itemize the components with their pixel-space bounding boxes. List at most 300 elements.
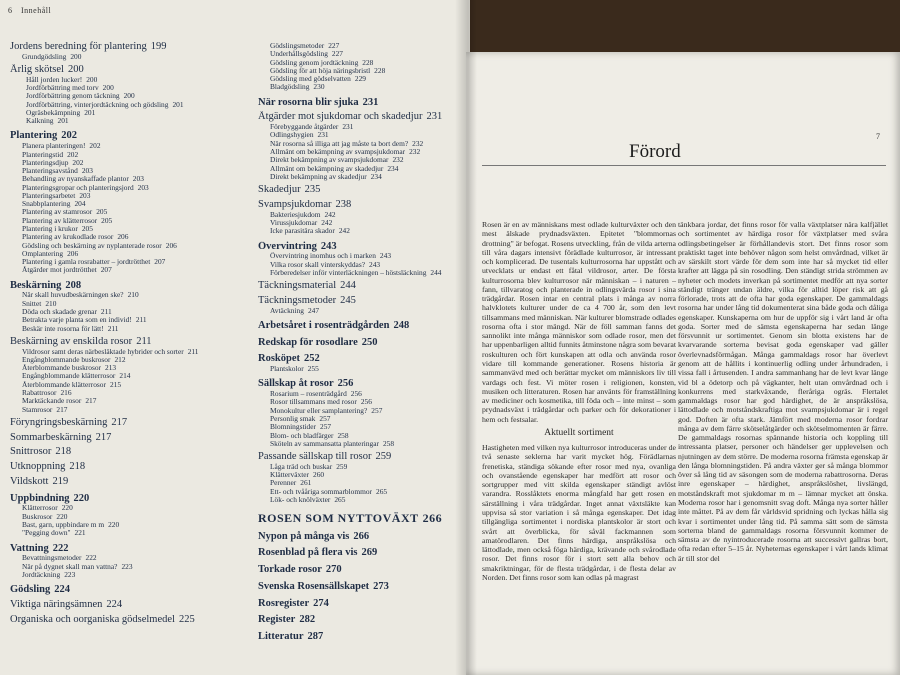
right-page-number: 7 [876,132,880,141]
toc-entry [10,225,260,233]
toc-entry-page: 235 [304,184,321,196]
toc-entry [10,130,260,142]
toc-entry [10,381,260,389]
toc-entry-page: 265 [376,487,388,496]
toc-entry-page: 270 [325,564,342,576]
toc-entry-page: 205 [101,216,113,225]
toc-entry [10,521,260,529]
toc-entry [258,211,463,219]
toc-entry-page: 203 [132,175,144,184]
toc-entry-title: Plantering av krukodlade rosor [22,233,114,242]
toc-entry-page: 228 [362,58,374,67]
toc-entry-title: Snabbplantering [22,200,71,209]
toc-entry [10,476,260,488]
toc-entry-page: 287 [307,631,324,643]
toc-entry-title: Icke parasitära skador [270,227,335,236]
toc-entry-title: Plantskolor [270,365,304,374]
toc-entry-page: 219 [52,475,69,487]
toc-entry-page: 202 [67,150,79,159]
toc-entry [10,250,260,258]
toc-entry-title: Buskrosor [22,512,53,521]
toc-column-1 [10,38,260,625]
toc-entry-page: 255 [307,365,319,374]
toc-entry-page: 257 [320,423,332,432]
toc-entry [258,156,463,164]
toc-entry-page: 215 [109,380,122,389]
toc-entry-page: 256 [337,378,354,390]
toc-entry [10,554,260,562]
toc-entry-page: 243 [369,260,381,269]
toc-entry [10,529,260,537]
foreword-paragraph-3: tänkbara jordar, det finns rosor för valla växtplatser nära kalfjället och sortimentet av härdiga rosor för växtplatser med svåra odlingsbetingelser är förhållandevis stort. Det finns rosor som praktiskt taget inte behöver någon som helst omvårdnad, vilket är av särskilt stort värde för dem som inte har så mycket tid eller krafter att lägga på sin rosodling. Den ständigt strida strömmen av nyheter och modets inverkan på sortimentet medför att nya sorter ständigt tränger undan äldre, vilka för alltid löper risk att gå förlorade, trots att de ofta har goda egenskaper. De gammaldags rosorna har under lång tid dokumenterat sina både goda och dåliga egenskaper. Kunskaperna om hur de uppför sig i vårt land är ofta goda. Sorter med de sämsta egenskaperna har sedan länge försvunnit ur sortimentet. Genom sin blotta existens har de kvarvarande sorterna bevisat goda egenskaper vad gäller överlevnadsförmågan. Många gammaldags rosor har överlevt genom att de hållits i kontinuerlig odling under århundraden, i vissa fall i årtusenden. I andra sammanhang har de levt kvar länge vid bl a ödetorp och på vägkanter, helt utan omvårdnad och i konkurrens med starkväxande, fleråriga ogräs. Flertalet gammaldags rosor har god härdighet, de är anspråkslösa, lättodlade och motståndskraftiga mot svampsjukdomar är i regel god. Doften är ofta stark. Jämfört med moderna rosor fordrar många av dem färre skötselåtgärder och skötselmomenten är färre. De gammaldags rosornas spännande historia och koppling till intressanta platser, personer och händelser ger upplevelsen och njutningen av dem större. De moderna rosorna främsta egenskap är den långa blomningstiden. På andra växter ger så många blommor över så lång tid av säsongen som de moderna rabattrosorna. Deras inre egenskaper – härdighet, anspråkslöshet, livslängd, motståndskraft mot sjukdomar m m – lämnar mycket att önska. Moderna rosor har i genomsnitt svag doft. Många nya sorter håller inte måttet. På av dem får världsvid spridning och lyckas hålla sig kvar i sortimentet under lång tid. På samma sätt som de sämsta sorterna bland de gammaldags rosorna försvunnit kommer de sämsta av de nyintroducerade rosorna att successivt gallras bort, ofta redan efter 5–15 år. Nyheternas egenskaper i vårt lands klimat är till stor del [678,220,888,563]
toc-entry [258,307,463,315]
toc-entry [258,173,463,181]
toc-entry-page: 200 [102,84,114,93]
toc-entry-page: 203 [81,167,93,176]
left-page-number: 6 [8,6,13,15]
toc-entry-title: Åtgärder mot sjukdomar och skadedjur [258,111,423,123]
toc-entry-page: 247 [307,306,320,315]
toc-entry-page: 206 [117,233,129,242]
toc-entry-page: 225 [178,613,195,625]
toc-entry-title: Kalkning [26,117,54,126]
toc-entry-page: 266 [422,512,443,526]
toc-entry [10,41,260,53]
toc-entry-page: 212 [114,355,126,364]
toc-entry [258,479,463,487]
toc-entry-title: Direkt bekämpning av svampsjukdomar [270,156,389,165]
toc-entry-page: 227 [331,50,343,59]
toc-entry-page: 231 [317,131,329,140]
toc-entry-page: 206 [165,241,177,250]
toc-entry-title: Återblommande klätterrosor [22,380,106,389]
toc-entry [10,151,260,159]
toc-entry [258,199,463,211]
toc-entry-page: 259 [336,462,348,471]
toc-entry [10,461,260,473]
toc-entry-title: Sällskap åt rosor [258,378,334,390]
toc-entry-page: 230 [313,83,325,92]
toc-entry-title: Klätterväxter [270,471,309,480]
toc-entry-page: 244 [430,268,442,277]
toc-entry-title: Bevattningsmetoder [22,554,82,563]
toc-entry-title: Rosköpet [258,353,301,365]
toc-entry [10,336,260,348]
title-rule [482,165,886,166]
foreword-column-right [678,220,888,563]
toc-entry-title: Svenska Rosensällskapet [258,580,370,592]
toc-entry [258,261,463,269]
toc-entry [258,184,463,196]
toc-entry-title: Redskap för rosodlare [258,336,358,348]
toc-entry-title: Engångblommande klätterrosor [22,372,116,381]
toc-entry [258,471,463,479]
toc-entry [10,208,260,216]
toc-column-2 [258,42,463,643]
toc-entry-title: Plantering i gamla rosrabatter – jordtrötthet [22,258,151,267]
toc-entry-page: 257 [371,406,383,415]
toc-entry [258,280,463,292]
toc-entry [10,316,260,324]
toc-entry-title: Plantering [10,130,58,142]
toc-entry-page: 202 [61,130,77,142]
toc-entry-title: Bakteriesjukdom [270,210,321,219]
toc-entry-title: Rosenblad på flera vis [258,547,358,559]
toc-entry [258,440,463,448]
toc-entry-title: Vildskott [10,475,49,487]
toc-entry-page: 250 [361,336,378,348]
toc-entry-page: 207 [154,258,166,267]
toc-entry-title: Jordens beredning för plantering [10,41,147,52]
toc-entry [258,111,463,123]
toc-entry-page: 210 [127,291,139,300]
toc-entry [258,512,463,525]
toc-entry-page: 220 [73,492,90,504]
toc-entry-title: Behandling av nyanskaffade plantor [22,175,129,184]
toc-entry [258,75,463,83]
toc-entry-title: Beskärning av enskilda rosor [10,335,133,347]
toc-entry-title: Planteringsarbetet [22,191,76,200]
toc-entry [10,364,260,372]
toc-entry-title: Återblommande buskrosor [22,364,102,373]
toc-entry-title: Åtgärder mot jordtrötthet [22,266,97,275]
toc-entry-title: Blom- och bladfärger [270,431,334,440]
toc-entry-title: Föryngringsbeskärning [10,416,108,428]
toc-entry-title: Låga träd och buskar [270,462,333,471]
toc-entry-title: Jordförbättring med torv [26,84,99,93]
toc-entry [10,64,260,76]
toc-entry [258,547,463,559]
toc-entry-page: 220 [61,504,73,513]
toc-entry [258,614,463,626]
toc-entry-page: 258 [382,439,395,448]
toc-entry-page: 245 [340,294,356,306]
toc-entry-page: 202 [89,142,101,151]
toc-entry-title: Vildrosor samt deras närbesläktade hybrider och sorter [22,347,184,356]
toc-entry-page: 256 [360,398,372,407]
toc-entry-page: 282 [299,614,316,626]
toc-entry-title: Blomningstider [270,423,316,432]
toc-entry [258,531,463,543]
foreword-paragraph-1: Rosen är en av människans mest odlade kulturväxter och den mest älskade prydnadsväxten. Epitetet "blommornas drottning" är befogat. Rosens utveckling, från de vilda arterna till våra dagars intensivt förädlade kulturrosor, är intressant och komplicerad. De tusentals kulturrosorna har uppstått och utvecklats ur endast ett fåtal vildrosor, arter. De första kulturrosorna blev kulturrosor när människan – i naturen – fann, tillvaratog och planterade in odlingsvärda rosor i sina trädgårdar. Rosen intar en central plats i många av norra halvklotets kulturer under de ca 4 700 år, som den levt tillsammans med människan. När kulturer blomstrade odlades rosorna ofta i stor mängd. När de föll samman fanns det sannolikt inte många människor som odlade rosor, men det har uppenbarligen alltid funnits åtminstone några som bevarat roskulturen och fört kunskapen att odla och använda rosor vidare till kommande generationer. Rosens historia är sammanvävd med och berättar mycket om människors liv till vardags och fest. Vi möter rosen i religionen, konsten, musiken och litteraturen. Rosen har använts för framställning av mediciner och kosmetika, till föda och – inte minst – som prydnadsväxt i trädgårdar och parker och för dekorationer i hem och festsalar. [482,220,676,424]
toc-entry [10,417,260,429]
toc-entry-page: 224 [54,584,71,596]
toc-entry-page: 217 [56,405,68,414]
toc-entry-page: 238 [335,198,352,210]
toc-entry [258,631,463,643]
toc-entry-title: Omplantering [22,249,64,258]
toc-entry-page: 224 [106,598,123,610]
toc-entry-title: Döda och skadade grenar [22,308,97,317]
toc-entry-page: 204 [74,200,86,209]
toc-entry [10,233,260,241]
toc-entry-title: Monokultur eller samplantering? [270,406,368,415]
toc-entry-page: 269 [361,547,378,559]
toc-entry-title: När rosorna så illiga att jag måste ta bort dem? [270,139,409,148]
toc-entry [10,389,260,397]
toc-entry-page: 203 [79,191,91,200]
toc-entry-title: Organiska och oorganiska gödselmedel [10,613,175,625]
toc-entry-page: 252 [304,353,320,365]
toc-entry [258,59,463,67]
toc-entry-page: 214 [119,372,131,381]
toc-entry [258,365,463,373]
toc-entry-page: 220 [108,520,120,529]
toc-entry-page: 273 [373,580,389,592]
toc-entry-title: Plantering av klätterrosor [22,216,98,225]
toc-entry-title: Stamrosor [22,405,53,414]
toc-entry-page: 257 [319,415,331,423]
left-running-head [8,6,51,15]
toc-entry [258,67,463,75]
toc-entry [10,200,260,208]
toc-entry [10,184,260,192]
toc-entry-title: Planteringsavstånd [22,167,78,176]
toc-entry-title: Perenner [270,479,297,488]
toc-entry-title: Bladgödsling [270,83,310,92]
toc-entry [258,241,463,253]
toc-entry-title: Årlig skötsel [10,64,64,76]
toc-entry-title: Lök- och knölväxter [270,496,331,504]
toc-entry-page: 242 [338,227,350,236]
toc-entry-title: Sommarbeskärning [10,431,92,443]
toc-entry-page: 200 [123,92,135,101]
toc-entry-page: 260 [313,471,325,480]
toc-entry-page: 201 [57,117,69,126]
toc-entry-page: 234 [387,164,399,173]
toc-entry-title: Gödsling genom jordtäckning [270,58,359,67]
toc-entry-title: Planera planteringen! [22,142,86,151]
toc-entry-page: 259 [375,451,392,463]
toc-entry-page: 232 [392,156,404,165]
toc-entry-title: Planteringstid [22,150,64,159]
running-head-title: Innehåll [21,6,52,15]
foreword-column-left [482,220,676,582]
toc-entry-title: Gödslingsmetoder [270,42,325,50]
toc-entry-title: Sköteln av sammansatta planteringar [270,439,379,448]
toc-entry [10,109,260,117]
toc-entry [258,423,463,431]
toc-entry [10,432,260,444]
toc-entry-title: Gödsling och beskärning av nyplanterade rosor [22,241,162,250]
toc-entry-title: Avtäckning [270,306,304,315]
toc-entry [10,242,260,250]
toc-entry-page: 208 [65,279,82,291]
toc-entry [10,543,260,555]
toc-entry [10,348,260,356]
toc-entry-page: 217 [111,416,128,428]
toc-entry [10,76,260,84]
toc-entry-title: Övervintring inomhus och i marken [270,252,376,261]
toc-entry-title: Förebyggande åtgärder [270,123,339,132]
toc-entry [10,159,260,167]
toc-entry-page: 231 [342,123,354,132]
toc-entry-title: "Pegging down" [22,529,71,538]
toc-entry-page: 232 [412,139,424,148]
toc-entry-title: Planteringsgropar och planteringsjord [22,183,134,192]
toc-entry [10,84,260,92]
toc-entry-page: 200 [70,52,82,61]
toc-entry [10,614,260,626]
toc-entry-title: Torkade rosor [258,564,322,576]
toc-entry-page: 258 [337,431,349,440]
toc-entry-title: Täckningsmaterial [258,280,337,292]
toc-entry-title: Viktiga näringsämnen [10,598,103,610]
toc-entry-page: 248 [393,319,410,331]
toc-entry [10,291,260,299]
toc-entry [10,504,260,512]
toc-entry [10,192,260,200]
toc-entry [10,308,260,316]
toc-entry [258,50,463,58]
toc-entry-page: 222 [85,554,97,563]
toc-entry-page: 223 [64,570,76,579]
toc-entry [258,398,463,406]
toc-entry [10,571,260,579]
toc-entry-page: 200 [67,64,84,76]
toc-entry-title: Allmänt om bekämpning av svampsjukdomar [270,148,406,157]
toc-entry-title: Underhållsgödsling [270,50,328,59]
toc-entry-page: 213 [105,364,117,373]
toc-entry-page: 211 [107,324,119,333]
toc-entry [258,581,463,593]
toc-entry-page: 256 [350,390,362,399]
toc-entry-title: Personlig smak [270,415,316,423]
toc-entry-page: 207 [100,266,112,275]
toc-entry-page: 243 [320,240,337,252]
toc-entry [258,252,463,260]
toc-entry-page: 203 [137,183,149,192]
toc-entry [258,463,463,471]
toc-entry-title: Arbetsåret i rosenträdgården [258,319,390,331]
toc-entry [10,300,260,308]
toc-entry-title: När på dygnet skall man vattna? [22,562,118,571]
toc-entry [258,451,463,463]
toc-entry-title: Rosarium – rosenträdgård [270,390,347,399]
toc-entry-title: Svampsjukdomar [258,198,332,210]
toc-entry-title: Rosregister [258,597,310,609]
toc-entry-page: 202 [72,158,84,167]
toc-entry-page: 229 [354,75,366,84]
toc-entry [258,123,463,131]
toc-entry [10,280,260,292]
toc-entry-page: 211 [100,308,112,317]
toc-entry-title: ROSEN SOM NYTTOVÄXT [258,512,419,526]
toc-entry-title: När rosorna blir sjuka [258,96,359,108]
toc-entry [10,101,260,109]
toc-entry-page: 228 [374,66,386,75]
toc-entry-title: Vattning [10,542,49,554]
toc-entry-page: 222 [52,542,69,554]
toc-entry-title: Gödsling med gödselvatten [270,75,351,84]
toc-entry [10,53,260,61]
toc-entry [258,353,463,365]
toc-entry-page: 201 [172,100,184,109]
toc-entry [258,97,463,109]
toc-entry-title: Jordförbättring, vinterjordtäckning och gödsling [26,100,169,109]
toc-entry [10,493,260,505]
toc-entry-title: Betrakta varje planta som en individ! [22,316,132,325]
toc-entry-page: 217 [95,431,112,443]
toc-entry-page: 220 [56,512,68,521]
toc-entry-title: Skadedjur [258,184,301,196]
toc-entry [10,142,260,150]
toc-entry-title: Passande sällskap till rosor [258,451,372,463]
book-gutter [455,0,477,675]
toc-entry-page: 205 [81,225,93,234]
toc-entry [258,407,463,415]
toc-entry-title: Beskärning [10,279,62,291]
toc-entry-page: 200 [86,75,98,84]
toc-entry-page: 210 [45,299,57,308]
toc-entry [258,83,463,91]
toc-entry-title: Grundgödsling [22,52,67,61]
foreword-title: Förord [629,141,681,162]
toc-entry [10,325,260,333]
toc-entry [258,488,463,496]
toc-entry [258,140,463,148]
toc-entry [258,432,463,440]
toc-entry-page: 265 [334,496,346,504]
toc-entry [258,219,463,227]
toc-entry-page: 221 [74,529,86,538]
toc-entry-title: Snittet [22,299,42,308]
toc-entry-page: 205 [96,208,108,217]
toc-entry-title: Virussjukdomar [270,218,318,227]
toc-entry-title: Förberedelser inför vinterläckningen – höstsläckning [270,268,427,277]
toc-entry-page: 211 [136,335,152,347]
toc-entry-page: 242 [321,218,333,227]
toc-entry-page: 232 [409,148,421,157]
toc-entry-title: Register [258,614,296,626]
toc-entry [10,266,260,274]
toc-entry-title: Plantering i krukor [22,225,78,234]
toc-entry [258,320,463,332]
toc-entry-title: Plantering av stamrosor [22,208,93,217]
toc-entry-title: Marktäckande rosor [22,397,82,406]
right-page-foreword [466,52,900,675]
toc-entry-title: Gödsling [10,584,51,596]
toc-entry-title: Beskär inte rosorna för lätt! [22,324,104,333]
toc-entry-title: Planteringsdjup [22,158,69,167]
toc-entry-title: Odlingshygien [270,131,314,140]
toc-entry-page: 274 [313,597,329,609]
toc-entry [10,217,260,225]
toc-entry-page: 216 [60,389,72,398]
toc-entry [258,269,463,277]
toc-entry [10,258,260,266]
toc-entry [10,599,260,611]
toc-entry-page: 231 [362,96,379,108]
toc-entry-title: Rabattrosor [22,389,57,398]
toc-entry-page: 244 [340,280,356,292]
toc-entry-title: Ett- och tvååriga sommarblommor [270,487,373,496]
toc-entry-title: När skall huvudbeskärningen ske? [22,291,124,300]
toc-entry [10,563,260,571]
toc-entry-page: 266 [353,530,370,542]
toc-entry-title: Snittrosor [10,446,52,458]
toc-entry-page: 211 [187,347,199,356]
toc-entry-title: Nypon på många vis [258,530,350,542]
toc-entry-title: Bast, garn, uppbindare m m [22,520,105,529]
toc-entry-title: Uppbindning [10,492,70,504]
toc-entry-page: 199 [150,41,167,52]
toc-entry-page: 261 [300,479,312,488]
toc-entry [10,584,260,596]
toc-entry [10,175,260,183]
toc-entry [258,390,463,398]
toc-entry [258,337,463,349]
